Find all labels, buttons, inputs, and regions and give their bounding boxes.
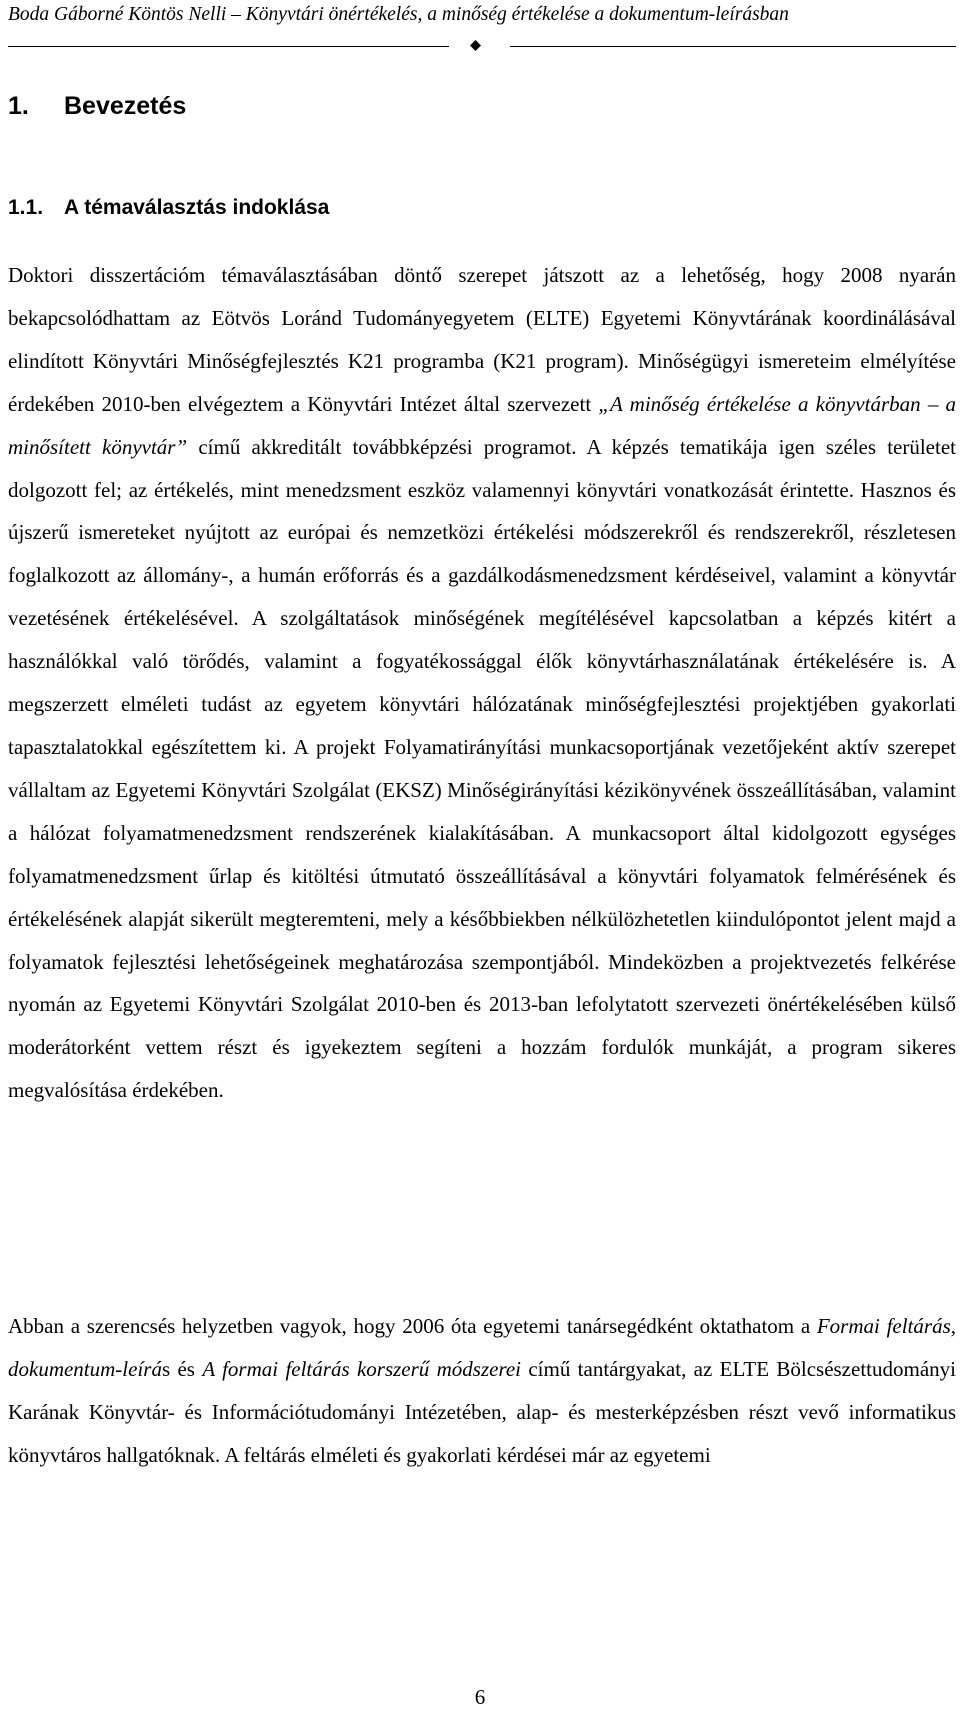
header-rule-right bbox=[510, 46, 956, 47]
paragraph-2-text-b: s és bbox=[161, 1356, 203, 1381]
paragraph-1-text-b: című akkreditált továbbképzési programot. A képzés tematikája igen széles területet dolgozott fel; az értékelés, mint menedzsment eszköz valamennyi könyvtári vonatkozását érintette. Hasznos és újszerű ismereteket nyújtott az európai és nemzetközi értékelési módszerekről és rendszerekről, részletesen foglalkozott az állomány-, a humán erőforrás és a gazdálkodásmenedzsment kérdéseivel, valamint a könyvtár vezetésének értékelésével. A szolgáltatások minőségének megítélésével kapcsolatban a képzés kitért a használókkal való törődés, valamint a fogyatékossággal élők könyvtárhasználatának értékelésére is. A megszerzett elméleti tudást az egyetem könyvtári hálózatának minőségfejlesztési projektjében gyakorlati tapasztalatokkal egészítettem ki. A projekt Folyamatirányítási munkacsoportjának vezetőjeként aktív szerepet vállaltam az Egyetemi Könyvtári Szolgálat (EKSZ) Minőségirányítási kézikönyvének összeállításában, valamint a hálózat folyamatmenedzsment rendszerének kialakításában. A munkacsoport által kidolgozott egységes folyamatmenedzsment űrlap és kitöltési útmutató összeállításával a könyvtári folyamatok felmérésének és értékelésének alapját sikerült megteremteni, mely a későbbiekben nélkülözhetetlen kiindulópontot jelent majd a folyamatok fejlesztési lehetőségeinek meghatározása szempontjából. Mindeközben a projektvezetés felkérése nyomán az Egyetemi Könyvtári Szolgálat 2010-ben és 2013-ban lefolytatott szervezeti önértékelésében külső moderátorként vettem részt és igyekeztem segíteni a hozzám fordulók munkáját, a program sikeres megvalósítása érdekében. bbox=[8, 434, 956, 1103]
section-number: 1.1. bbox=[8, 196, 44, 219]
chapter-heading bbox=[8, 90, 186, 122]
paragraph-2-course-title-1: Formai feltárás, dokumentum-leírá bbox=[8, 1314, 956, 1381]
section-title: A témaválasztás indoklása bbox=[64, 196, 330, 219]
running-header-title: Boda Gáborné Köntös Nelli – Könyvtári önértékelés, a minőség értékelése a dokumentum-leírásban bbox=[8, 4, 789, 25]
paragraph-2-text-c: című tantárgyakat, az ELTE Bölcsészettudományi Karának Könyvtár- és Információtudományi Intézetében, alap- és mesterképzésben részt vevő informatikus könyvtáros hallgatóknak. A feltárás elméleti és gyakorlati kérdései már az egyetemi bbox=[8, 1356, 956, 1467]
chapter-number: 1. bbox=[8, 92, 29, 120]
header-rule-left bbox=[8, 46, 449, 47]
chapter-title: Bevezetés bbox=[64, 92, 187, 120]
paragraph-1-text-a: Doktori disszertációm témaválasztásában döntő szerepet játszott az a lehetőség, hogy 2008 nyarán bekapcsolódhattam az Eötvös Loránd Tudományegyetem (ELTE) Egyetemi Könyvtárának koordinálásával elindított Könyvtári Minőségfejlesztés K21 programba (K21 program). Minőségügyi ismereteim elmélyítése érdekében 2010-ben elvégeztem a Könyvtári Intézet által szervezett bbox=[8, 263, 956, 416]
section-heading bbox=[8, 194, 329, 222]
paragraph-1-course-title: „A minőség értékelése a könyvtárban – a minősített könyvtár” bbox=[8, 391, 956, 459]
body-paragraph-1 bbox=[8, 254, 956, 1112]
page-number: 6 bbox=[474, 1685, 486, 1709]
paragraph-2-course-title-2: A formai feltárás korszerű módszerei bbox=[202, 1356, 521, 1381]
body-paragraph-2 bbox=[8, 1305, 956, 1477]
paragraph-2-text-a: Abban a szerencsés helyzetben vagyok, hogy 2006 óta egyetemi tanársegédként oktathatom a bbox=[8, 1314, 817, 1338]
diamond-icon bbox=[470, 40, 481, 51]
